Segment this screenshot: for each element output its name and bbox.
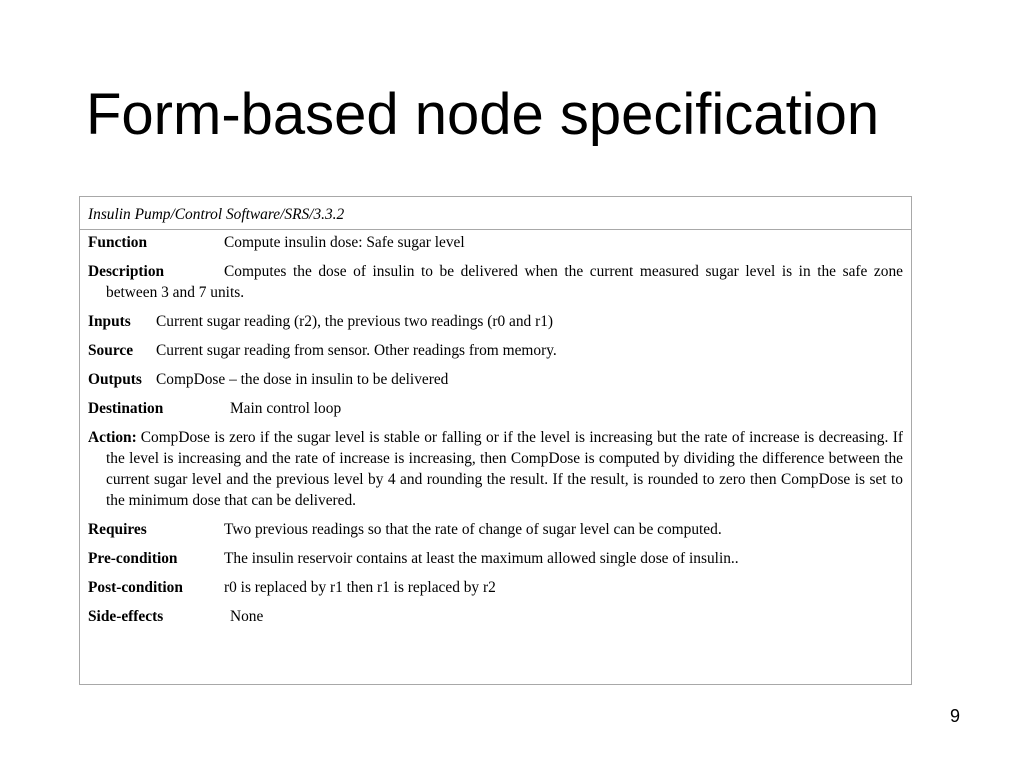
spec-row-description [88,261,903,303]
spec-label: Action: [88,429,137,446]
spec-value: r0 is replaced by r1 then r1 is replaced by r2 [224,579,496,596]
spec-value: Computes the dose of insulin to be delivered when the current measured sugar level is in the safe zone between 3 and 7 units. [106,263,903,301]
spec-label: Outputs [88,371,142,388]
spec-row-requires [88,519,903,540]
spec-row-precondition [88,548,903,569]
spec-row-destination [88,398,903,419]
spec-row-function [88,232,903,253]
spec-value: CompDose is zero if the sugar level is stable or falling or if the level is increasing but the rate of increase is decreasing. If the level is increasing and the rate of increase is increasing, then CompDose is computed by dividing the difference between the current sugar level and the previous level by 4 and rounding the result. If the result, is rounded to zero then CompDose is set to the minimum dose that can be delivered. [106,429,903,509]
spec-header: Insulin Pump/Control Software/SRS/3.3.2 [80,197,911,230]
spec-row-source [88,340,903,361]
spec-row-side-effects [88,606,903,627]
spec-label: Function [88,234,148,251]
spec-label: Side-effects [88,608,164,625]
spec-label: Description [88,263,165,280]
spec-row-inputs [88,311,903,332]
spec-label: Destination [88,400,164,417]
spec-value: CompDose – the dose in insulin to be delivered [156,371,449,388]
spec-label: Post-condition [88,579,183,596]
page-number: 9 [950,706,961,726]
slide-title: Form-based node specification [86,82,880,147]
spec-row-action [88,427,903,511]
spec-label: Inputs [88,313,131,330]
spec-value: None [230,608,264,625]
spec-value: Main control loop [230,400,342,417]
spec-value: Two previous readings so that the rate of change of sugar level can be computed. [224,521,722,538]
spec-label: Requires [88,521,147,538]
spec-value: Current sugar reading from sensor. Other readings from memory. [156,342,557,359]
spec-value: Current sugar reading (r2), the previous two readings (r0 and r1) [156,313,554,330]
specification-form [79,196,912,685]
spec-row-postcondition [88,577,903,598]
spec-label: Pre-condition [88,550,178,567]
spec-value: Compute insulin dose: Safe sugar level [224,234,465,251]
spec-value: The insulin reservoir contains at least the maximum allowed single dose of insulin.. [224,550,739,567]
spec-body [80,230,911,627]
spec-label: Source [88,342,134,359]
spec-row-outputs [88,369,903,390]
